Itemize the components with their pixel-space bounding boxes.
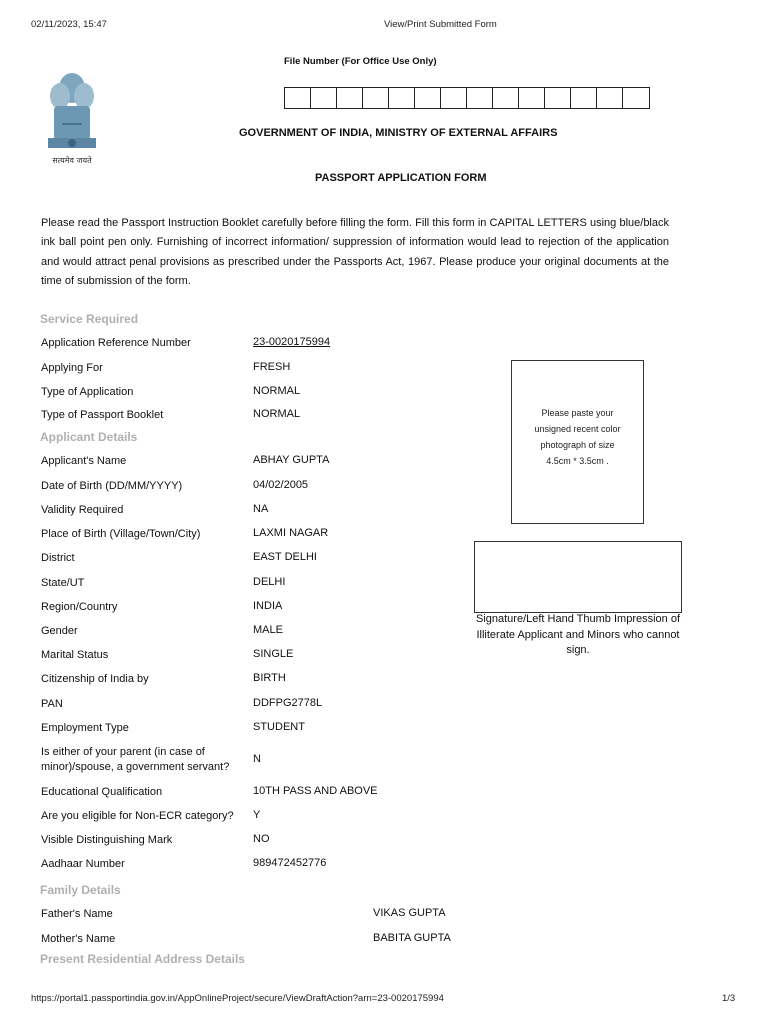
file-number-cell [545, 88, 571, 108]
ministry-heading: GOVERNMENT OF INDIA, MINISTRY OF EXTERNAL AFFAIRS [239, 127, 558, 139]
file-number-cell [389, 88, 415, 108]
field-value: BIRTH [253, 672, 286, 684]
field-label: Visible Distinguishing Mark [41, 834, 173, 846]
photo-instruction-line: photograph of size [540, 440, 615, 450]
file-number-cell [415, 88, 441, 108]
field-value: 23-0020175994 [253, 336, 331, 348]
photo-placeholder [511, 360, 644, 524]
field-label: Father's Name [41, 908, 113, 920]
field-label: Application Reference Number [41, 337, 191, 349]
field-value: LAXMI NAGAR [253, 527, 329, 539]
page-number: 1/3 [722, 993, 736, 1004]
field-value: 989472452776 [253, 857, 327, 869]
field-label: Gender [41, 625, 78, 637]
print-datetime: 02/11/2023, 15:47 [31, 19, 107, 30]
field-label: Applying For [41, 362, 103, 374]
field-label: Mother's Name [41, 933, 116, 945]
field-value: BABITA GUPTA [373, 932, 451, 944]
photo-instructions [518, 405, 637, 469]
field-value: 10TH PASS AND ABOVE [253, 785, 378, 797]
field-label: State/UT [41, 577, 85, 589]
field-value: FRESH [253, 361, 291, 373]
field-value: NORMAL [253, 385, 301, 397]
file-number-cell [597, 88, 623, 108]
field-label: Are you eligible for Non-ECR category? [41, 810, 234, 822]
field-label: Citizenship of India by [41, 673, 149, 685]
field-label: Applicant's Name [41, 455, 127, 467]
file-number-boxes [284, 87, 650, 109]
field-label: Educational Qualification [41, 786, 163, 798]
field-value: NO [253, 833, 270, 845]
file-number-cell [571, 88, 597, 108]
field-value: VIKAS GUPTA [373, 907, 446, 919]
file-number-cell [467, 88, 493, 108]
field-label: District [41, 552, 75, 564]
photo-instruction-line: 4.5cm * 3.5cm . [546, 456, 609, 466]
field-value: 04/02/2005 [253, 479, 309, 491]
field-value: EAST DELHI [253, 551, 317, 563]
file-number-cell [441, 88, 467, 108]
form-title: PASSPORT APPLICATION FORM [315, 172, 487, 184]
file-number-label: File Number (For Office Use Only) [284, 56, 437, 67]
section-service-required: Service Required [40, 312, 139, 326]
field-value: DELHI [253, 576, 286, 588]
photo-instruction-line: Please paste your [541, 408, 614, 418]
field-label: PAN [41, 698, 63, 710]
field-label: Is either of your parent (in case of minor)/spouse, a government servant? [41, 746, 230, 773]
file-number-cell [623, 88, 649, 108]
field-label: Aadhaar Number [41, 858, 125, 870]
field-label: Marital Status [41, 649, 109, 661]
signature-box [474, 541, 682, 613]
field-label: Type of Application [41, 386, 134, 398]
field-label: Region/Country [41, 601, 118, 613]
field-label: Validity Required [41, 504, 124, 516]
file-number-cell [519, 88, 545, 108]
file-number-cell [493, 88, 519, 108]
print-title: View/Print Submitted Form [384, 19, 497, 30]
file-number-cell [337, 88, 363, 108]
field-value: DDFPG2778L [253, 697, 323, 709]
field-value: INDIA [253, 600, 283, 612]
print-url: https://portal1.passportindia.gov.in/AppOnlineProject/secure/ViewDraftAction?arn=23-0020175994 [31, 993, 444, 1004]
file-number-cell [311, 88, 337, 108]
field-label: Employment Type [41, 722, 129, 734]
field-label: Place of Birth (Village/Town/City) [41, 528, 201, 540]
field-value: Y [253, 809, 261, 821]
signature-caption: Signature/Left Hand Thumb Impression of Illiterate Applicant and Minors who cannot sign. [475, 613, 681, 656]
field-value: ABHAY GUPTA [253, 454, 330, 466]
instructions-paragraph: Please read the Passport Instruction Booklet carefully before filling the form. Fill this form in CAPITAL LETTERS using blue/black ink ball point pen only. Furnishing of incorrect information/ suppression of information would lead to rejection of the application and would attract penal provisions as prescribed under the Passports Act, 1967. Please produce your original documents at the time of submission of the form. [41, 217, 669, 287]
field-value: MALE [253, 624, 283, 636]
field-value: SINGLE [253, 648, 294, 660]
field-value: NA [253, 503, 269, 515]
section-applicant-details: Applicant Details [40, 430, 138, 444]
photo-instruction-line: unsigned recent color [534, 424, 621, 434]
field-value: STUDENT [253, 721, 305, 733]
file-number-cell [363, 88, 389, 108]
section-present-address: Present Residential Address Details [40, 952, 245, 966]
field-value: N [253, 753, 261, 765]
emblem-motto: सत्यमेव जयते [52, 156, 92, 165]
field-value: NORMAL [253, 408, 301, 420]
field-label: Type of Passport Booklet [41, 409, 164, 421]
national-emblem-icon [40, 66, 104, 170]
section-family-details: Family Details [40, 883, 121, 897]
field-label: Date of Birth (DD/MM/YYYY) [41, 480, 183, 492]
file-number-cell [285, 88, 311, 108]
